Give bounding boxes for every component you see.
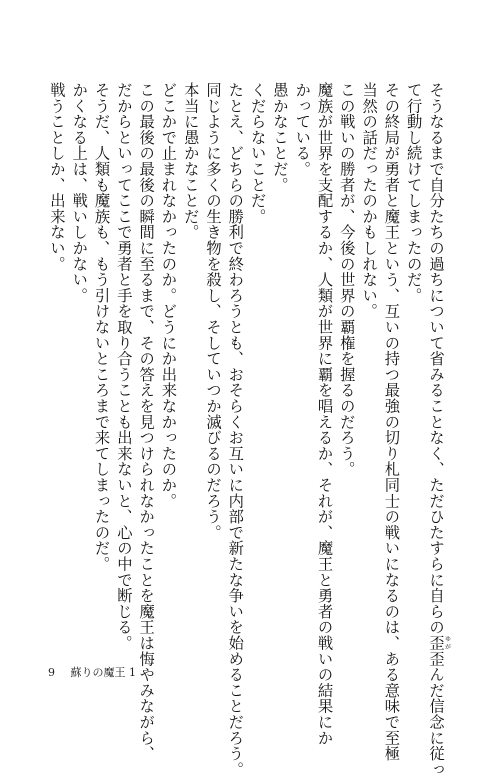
text-line-1-part-b: 歪んだ信念に従っ bbox=[427, 650, 445, 777]
book-title: 蘇りの魔王 1 bbox=[70, 666, 136, 679]
text-line-6: 魔族が世界を支配するか、人類が世界に覇を唱えるか、それが、魔王と勇者の戦いの結果にか bbox=[315, 82, 334, 746]
text-line-8: 愚かなことだ。 bbox=[270, 82, 289, 193]
text-line-15: だからといってここで勇者と手を取り合うことも出来ないと、心の中で断じる。 bbox=[114, 82, 133, 651]
text-line-9: くだらないことだ。 bbox=[248, 82, 267, 225]
text-line-14: この最後の最後の瞬間に至るまで、その答えを見つけられなかったことを魔王は悔やみながら、 bbox=[137, 82, 156, 762]
text-line-12: 本当に愚かなことだ。 bbox=[181, 82, 200, 240]
text-line-13: どこかで止まれなかったのか。どうにか出来なかったのか。 bbox=[159, 82, 178, 509]
text-line-11: 同じように多くの生き物を殺し、そしていつか滅びるのだろう。 bbox=[204, 82, 223, 541]
ruby-annotation bbox=[427, 635, 451, 651]
page-number: 9 bbox=[48, 666, 55, 679]
text-line-17: かくなる上は、戦いしかない。 bbox=[70, 82, 89, 304]
text-line-10: たとえ、どちらの勝利で終わろうとも、おそらくお互いに内部で新たな争いを始めることだろう。 bbox=[226, 82, 245, 777]
text-line-18: 戦うことしか、出来ない。 bbox=[47, 82, 66, 272]
text-line-5: この戦いの勝者が、今後の世界の覇権を握るのだろう。 bbox=[337, 82, 356, 477]
text-line-3: その終局が勇者と魔王という、互いの持つ最強の切り札同士の戦いになるのは、ある意味で至極 bbox=[382, 82, 401, 762]
text-line-7: かっている。 bbox=[293, 82, 312, 177]
text-line-1-part-a: そうなるまで自分たちの過ちについて省みることなく、ただひたすらに自らの bbox=[427, 82, 445, 635]
text-line-4: 当然の話だったのかもしれない。 bbox=[360, 82, 379, 319]
text-line-2: て行動し続けてしまったのだ。 bbox=[404, 82, 423, 304]
page-footer bbox=[48, 664, 136, 680]
text-line-1 bbox=[425, 82, 451, 777]
text-line-16: そうだ、人類も魔族も、もう引けないところまで来てしまったのだ。 bbox=[92, 82, 111, 572]
ruby-base: 歪 bbox=[427, 635, 445, 651]
ruby-reading: ゆが bbox=[443, 635, 451, 651]
